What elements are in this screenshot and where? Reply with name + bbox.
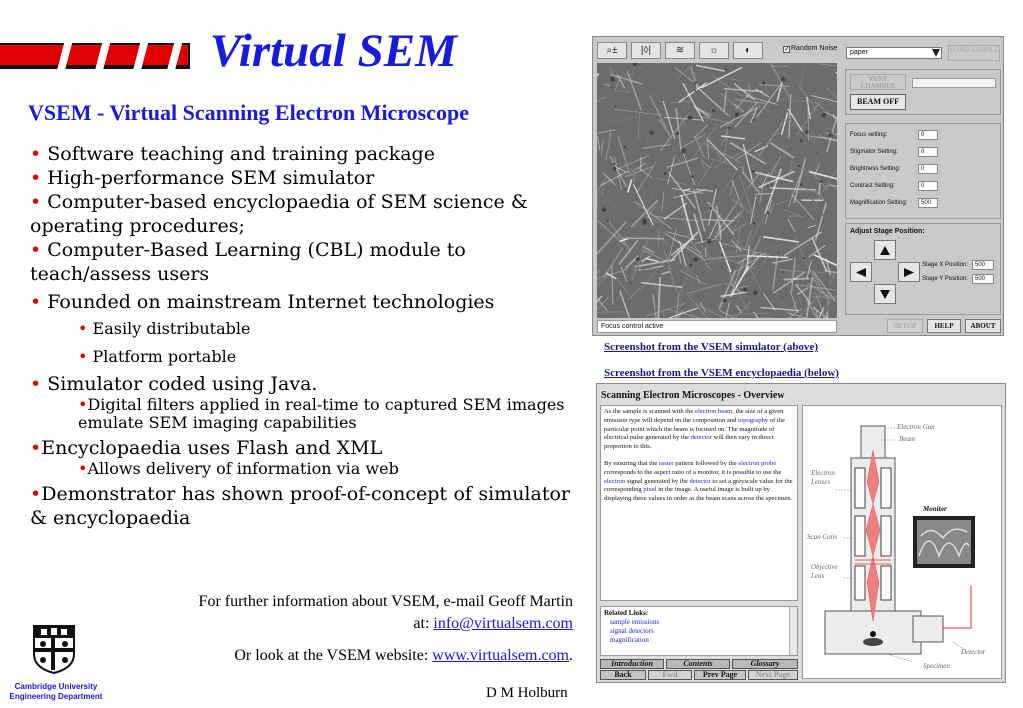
brightness-setting: Brightness Setting: 0 xyxy=(850,164,998,175)
bullet-item: •Demonstrator has shown proof-of-concept of simulator & encyclopaedia xyxy=(30,483,570,529)
article-paragraph xyxy=(604,408,794,452)
article-text-run: As the sample is scanned with the xyxy=(604,408,696,415)
vent-chamber-button[interactable]: VENT CHAMBER xyxy=(850,74,906,90)
scrollbar[interactable] xyxy=(789,607,797,655)
arrow-right-icon xyxy=(904,268,914,277)
page-title: Virtual SEM xyxy=(210,25,457,77)
diagram-label-objective-lens: Objective Lens xyxy=(811,563,838,580)
contact-website-line: Or look at the VSEM website: www.virtualsem.com. xyxy=(234,647,573,664)
stage-left-button[interactable] xyxy=(850,262,872,282)
random-noise-checkbox[interactable]: ✓ xyxy=(784,46,790,53)
bullet-item: • Simulator coded using Java. xyxy=(30,373,318,395)
arrow-down-icon xyxy=(880,290,890,299)
bullet-list xyxy=(30,142,570,530)
bullet-item: • High-performance SEM simulator xyxy=(30,167,375,189)
chevron-down-icon xyxy=(932,49,940,57)
nav-prev-page-button[interactable]: Prev Page xyxy=(694,670,746,680)
related-link[interactable]: sample emissions xyxy=(610,618,660,626)
stage-y-input[interactable]: 500 xyxy=(972,274,994,284)
glossary-link[interactable]: raster xyxy=(658,459,674,467)
diagram-label-monitor: Monitor xyxy=(923,505,947,513)
nav-introduction-button[interactable]: Introduction xyxy=(600,659,664,669)
stage-down-button[interactable] xyxy=(874,284,896,304)
article-text-run: will then vary in direct proportion to this. xyxy=(604,434,774,451)
chamber-panel xyxy=(845,69,1001,115)
brightness-tool-button[interactable]: ☼ xyxy=(699,42,729,59)
load-sample-button[interactable]: LOAD SAMPLE xyxy=(948,45,1000,61)
article-text xyxy=(600,405,798,601)
sem-image xyxy=(597,63,837,318)
nav-glossary-button[interactable]: Glossary xyxy=(732,659,798,669)
article-text-run: of the particular point which the beam is focused on. The magnitude of electrical pulse generated by the xyxy=(604,416,785,442)
university-crest-icon xyxy=(32,624,76,674)
magnification-input[interactable]: 500 xyxy=(918,198,938,208)
website-link[interactable]: www.virtualsem.com xyxy=(432,647,569,664)
sem-column-illustration xyxy=(803,406,1003,680)
bullet-item: • Computer-based encyclopaedia of SEM science & operating procedures; xyxy=(30,191,528,237)
zoom-tool-button[interactable]: ⌕± xyxy=(597,42,627,59)
settings-panel xyxy=(845,123,1001,219)
glossary-link[interactable]: topography xyxy=(738,416,769,424)
article-text-run: signal generated by the xyxy=(625,477,690,485)
diagram-label-specimen: Specimen xyxy=(923,662,950,670)
simulator-caption: Screenshot from the VSEM simulator (above) xyxy=(604,341,818,353)
page-subtitle: VSEM - Virtual Scanning Electron Microscope xyxy=(28,100,470,125)
bullet-item: • Computer-Based Learning (CBL) module to teach/assess users xyxy=(30,239,466,285)
article-text-run: to set a greyscale value for the corresponding xyxy=(604,477,793,494)
organisation-label: Cambridge University Engineering Department xyxy=(9,682,103,701)
related-link[interactable]: magnification xyxy=(610,636,649,644)
stigmator-input[interactable]: 0 xyxy=(918,147,938,157)
bullet-item: • Software teaching and training package xyxy=(30,143,435,165)
nav-forward-button[interactable]: Fwd xyxy=(648,670,692,680)
glossary-link[interactable]: electron probe xyxy=(738,459,777,467)
sub-bullet-item: •Allows delivery of information via web xyxy=(78,459,399,478)
related-link[interactable]: signal detectors xyxy=(610,627,654,635)
encyclopaedia-title: Scanning Electron Microscopes - Overview xyxy=(601,390,785,401)
contrast-setting: Contrast Setting: 0 xyxy=(850,181,998,192)
stage-x-input[interactable]: 500 xyxy=(972,260,994,270)
stage-y-row: Stage Y Position: 500 xyxy=(922,274,968,285)
contrast-tool-button[interactable]: ◐ xyxy=(733,42,763,59)
sem-diagram xyxy=(802,405,1002,679)
diagram-label-electron-gun: Electron Gun xyxy=(897,423,935,431)
stage-x-row: Stage X Position: 500 xyxy=(922,260,968,271)
contact-email-line: For further information about VSEM, e-mail Geoff Martin at: info@virtualsem.com xyxy=(198,593,573,632)
focus-setting: Focus setting: 0 xyxy=(850,130,998,141)
stage-panel-title: Adjust Stage Position: xyxy=(850,228,925,235)
magnification-setting: Magnification Setting: 500 xyxy=(850,198,998,209)
simulator-screenshot xyxy=(592,36,1004,336)
arrow-up-icon xyxy=(880,246,890,255)
article-text-run: pattern followed by the xyxy=(673,459,739,467)
article-text-run: in the image. A useful image is built up by displaying these values in order as the beam scans across the specimen. xyxy=(604,486,793,503)
about-button[interactable]: ABOUT xyxy=(965,319,1001,333)
setup-button[interactable]: SETUP xyxy=(887,319,923,333)
scan-tool-button[interactable]: ≋ xyxy=(665,42,695,59)
stigmator-setting: Stigmator Setting: 0 xyxy=(850,147,998,158)
header-decoration xyxy=(0,36,190,74)
sub-bullet-item: •Digital filters applied in real-time to captured SEM images emulate SEM imaging capabilities xyxy=(78,395,565,432)
glossary-link[interactable]: electron xyxy=(604,477,626,485)
diagram-label-beam: Beam xyxy=(899,435,915,443)
article-text-run: , the size of a given emission type will depend on the composition and xyxy=(604,408,784,424)
bullet-item: •Encyclopaedia uses Flash and XML xyxy=(30,437,383,459)
glossary-link[interactable]: electron beam xyxy=(695,408,733,415)
article-text-run: By ensuring that the xyxy=(604,459,659,467)
glossary-link[interactable]: detector xyxy=(690,434,712,442)
author-name: D M Holburn xyxy=(486,685,568,701)
help-button[interactable]: HELP xyxy=(927,319,961,333)
beam-off-button[interactable]: BEAM OFF xyxy=(850,94,906,110)
article-text-run: corresponds to the aspect ratio of a monitor, it is possible to use the xyxy=(604,468,782,476)
sample-select[interactable]: paper xyxy=(846,47,942,59)
sub-bullet-item: • Platform portable xyxy=(78,347,237,366)
related-links-title: Related Links: xyxy=(604,609,649,617)
bullet-item: • Founded on mainstream Internet technologies xyxy=(30,291,495,313)
stage-panel xyxy=(845,223,1001,315)
stage-right-button[interactable] xyxy=(898,262,920,282)
nav-next-page-button[interactable]: Next Page xyxy=(748,670,798,680)
diagram-label-scan-coils: Scan Coils xyxy=(807,533,838,541)
glossary-link[interactable]: pixel xyxy=(643,486,657,494)
encyclopaedia-caption: Screenshot from the VSEM encyclopaedia (below) xyxy=(604,367,839,379)
sub-bullet-item: • Easily distributable xyxy=(78,319,251,338)
status-bar: Focus control active xyxy=(597,320,837,333)
diagram-label-detector: Detector xyxy=(961,648,986,656)
brightness-input[interactable]: 0 xyxy=(918,164,938,174)
random-noise-label: Random Noise xyxy=(791,45,838,52)
email-link[interactable]: info@virtualsem.com xyxy=(433,615,573,632)
nav-contents-button[interactable]: Contents xyxy=(666,659,730,669)
encyclopaedia-screenshot xyxy=(596,383,1006,683)
related-links-box xyxy=(600,606,798,656)
article-paragraph xyxy=(604,460,794,504)
stigmator-tool-button[interactable]: |◊| xyxy=(631,42,661,59)
diagram-label-electron-lenses: Electron Lenses xyxy=(811,469,835,486)
chamber-status-field xyxy=(912,78,996,88)
glossary-link[interactable]: detector xyxy=(689,477,711,485)
focus-input[interactable]: 0 xyxy=(918,130,938,140)
contrast-input[interactable]: 0 xyxy=(918,181,938,191)
nav-back-button[interactable]: Back xyxy=(600,670,646,680)
stage-up-button[interactable] xyxy=(874,240,896,260)
arrow-left-icon xyxy=(856,268,866,277)
